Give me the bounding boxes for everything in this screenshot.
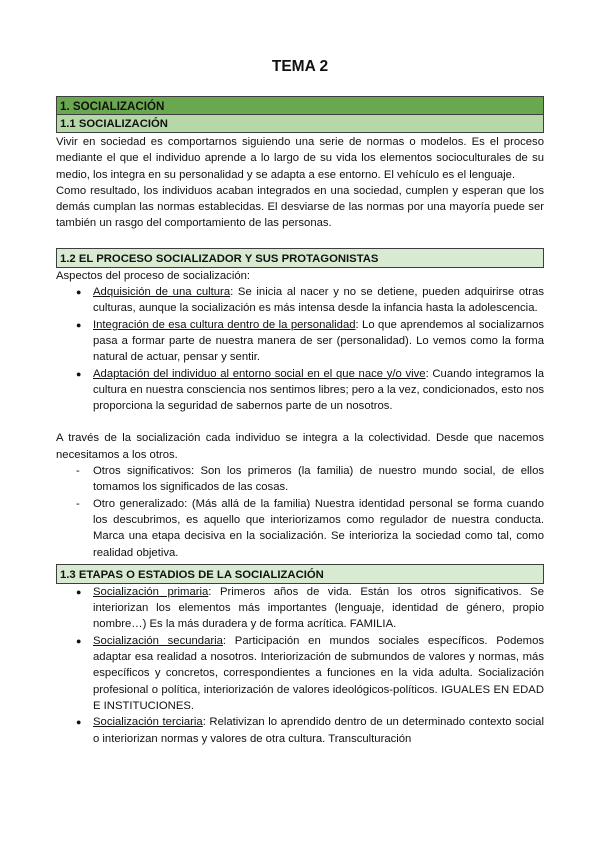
- list-item: [56, 584, 544, 633]
- section-1-heading: 1. SOCIALIZACIÓN: [56, 96, 544, 115]
- section-1-2-dash-list: [56, 463, 544, 561]
- bullet-term: Adaptación del individuo al entorno social en el que nace y/o vive: [93, 367, 426, 380]
- list-item: - Otro generalizado: (Más allá de la familia) Nuestra identidad personal se forma cuando los descubrimos, es aquello que interiorizamos como regulador de nuestra conducta. Marca una etapa decisiva en la socialización. Se interioriza la sociedad como tal, como realidad objetiva.: [56, 496, 544, 561]
- list-item: [56, 366, 544, 415]
- section-1-1-paragraph-1: Vivir en sociedad es comportarnos siguiendo una serie de normas o modelos. Es el proceso mediante el que el individuo aprende a lo largo de su vida los elementos socioculturales de su medio, los integra en su personalidad y se adapta a ese entorno. El vehículo es el lenguaje.: [56, 136, 544, 181]
- list-item: - Otros significativos: Son los primeros (la familia) de nuestro mundo social, de ellos tomamos los significados de las cosas.: [56, 463, 544, 496]
- section-1-2-paragraph: A través de la socialización cada individuo se integra a la colectividad. Desde que nacemos necesitamos a los otros.: [56, 432, 544, 461]
- bullet-term: Integración de esa cultura dentro de la personalidad: [93, 318, 356, 331]
- document-body: [56, 96, 544, 747]
- section-1-3-heading: 1.3 ETAPAS O ESTADIOS DE LA SOCIALIZACIÓN: [56, 564, 544, 584]
- bullet-text: : Lo que aprendemos al socializarnos pasa a formar parte de nuestra manera de ser (personalidad). Lo vemos como la forma natural de actuar, pensar y sentir.: [93, 318, 544, 364]
- section-1-1-paragraph-2: Como resultado, los individuos acaban integrados en una sociedad, cumplen y esperan que los demás cumplan las normas establecidas. El desviarse de las normas por una mayoría puede ser también un rasgo del comportamiento de las personas.: [56, 184, 544, 230]
- bullet-text: : Participación en mundos sociales específicos. Podemos adaptar esa realidad a nosotros. Interiorización de submundos de valores y normas, más específicos y concretos, correspondientes a funciones en la vida adulta. Socialización profesional o política, interiorización de valores ideológicos-políticos. IGUALES EN EDAD E INSTITUCIONES.: [93, 634, 544, 712]
- bullet-text: : Cuando integramos la cultura en nuestra consciencia nos sentimos libres; pero a la vez, condicionados, esto nos proporciona la seguridad de sabernos parte de un nosotros.: [93, 367, 544, 413]
- bullet-text: : Relativizan lo aprendido dentro de un determinado contexto social o interiorizan normas y valores de otra cultura. Transculturación: [93, 716, 544, 745]
- list-item: [56, 284, 544, 317]
- list-item: [56, 317, 544, 366]
- bullet-text: : Se inicia al nacer y no se detiene, pueden adquirirse otras culturas, aunque la socialización es más intensa desde la infancia hasta la adolescencia.: [93, 286, 544, 315]
- section-1-2-intro: Aspectos del proceso de socialización:: [56, 269, 251, 282]
- list-item: [56, 633, 544, 714]
- bullet-term: Socialización primaria: [93, 585, 209, 598]
- bullet-text: : Primeros años de vida. Están los otros significativos. Se interiorizan los elementos más importantes (lenguaje, identidad de género, propio nombre…) Es la más duradera y de forma acrítica. FAMILIA.: [93, 585, 544, 631]
- bullet-term: Adquisición de una cultura: [93, 286, 231, 299]
- section-1-1-heading: 1.1 SOCIALIZACIÓN: [56, 115, 544, 133]
- section-1-2-heading: 1.2 EL PROCESO SOCIALIZADOR Y SUS PROTAGONISTAS: [56, 248, 544, 268]
- bullet-term: Socialización terciaria: [93, 716, 203, 729]
- section-1-2-bullet-list: [56, 284, 544, 414]
- bullet-term: Socialización secundaria: [93, 634, 223, 647]
- page-title: TEMA 2: [271, 58, 329, 75]
- section-1-3-bullet-list: [56, 584, 544, 747]
- list-item: [56, 714, 544, 747]
